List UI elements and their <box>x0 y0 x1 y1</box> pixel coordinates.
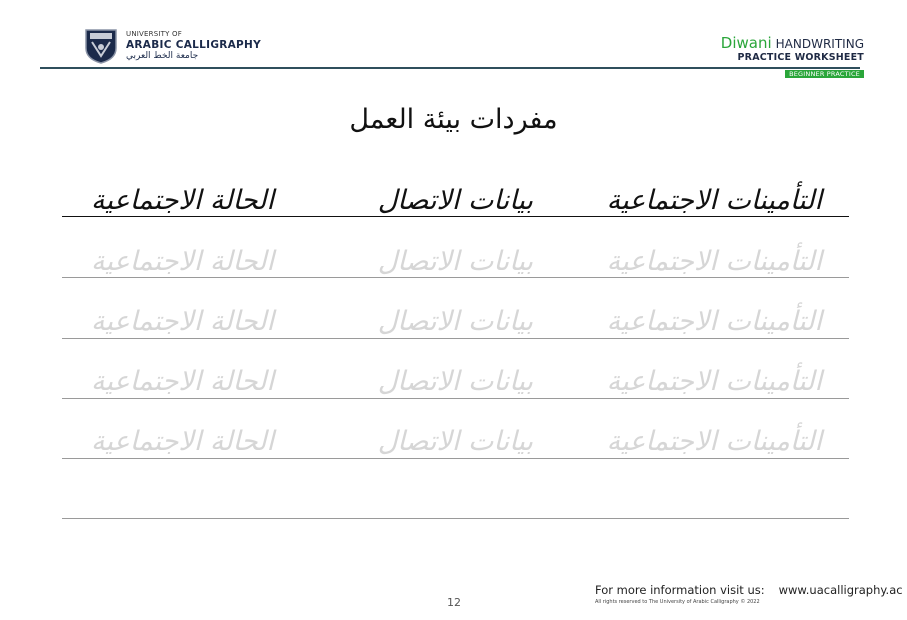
university-logo <box>84 28 118 64</box>
writing-line-main <box>62 216 849 217</box>
trace-word: بيانات الاتصال <box>377 366 533 397</box>
blank-writing-line <box>62 518 849 519</box>
footer-website-link[interactable]: www.uacalligraphy.ac <box>778 583 903 597</box>
brand-word: HANDWRITING <box>775 37 864 51</box>
university-arabic: جامعة الخط العربي <box>126 50 199 61</box>
trace-word: الحالة الاجتماعية <box>91 426 274 457</box>
model-word-2: بيانات الاتصال <box>377 185 533 216</box>
footer-info <box>595 585 903 605</box>
writing-line <box>62 398 849 399</box>
trace-word: الحالة الاجتماعية <box>91 306 274 337</box>
trace-word: التأمينات الاجتماعية <box>606 306 822 337</box>
university-name <box>126 31 261 61</box>
university-line1: UNIVERSITY OF <box>126 30 182 38</box>
footer-info-label: For more information visit us: <box>595 583 765 597</box>
trace-word: التأمينات الاجتماعية <box>606 246 822 277</box>
trace-word: بيانات الاتصال <box>377 246 533 277</box>
brand-subtitle: PRACTICE WORKSHEET <box>737 52 864 63</box>
writing-line <box>62 277 849 278</box>
brand-script: Diwani <box>720 34 772 52</box>
trace-word: الحالة الاجتماعية <box>91 366 274 397</box>
worksheet-brand <box>721 36 864 79</box>
model-word-1: التأمينات الاجتماعية <box>606 185 822 216</box>
trace-word: بيانات الاتصال <box>377 426 533 457</box>
trace-word: التأمينات الاجتماعية <box>606 426 822 457</box>
writing-line <box>62 458 849 459</box>
worksheet-title: مفردات بيئة العمل <box>349 104 558 135</box>
trace-word: بيانات الاتصال <box>377 306 533 337</box>
university-line2: ARABIC CALLIGRAPHY <box>126 39 262 51</box>
writing-line <box>62 338 849 339</box>
trace-word: الحالة الاجتماعية <box>91 246 274 277</box>
header-divider <box>40 67 860 69</box>
level-badge: BEGINNER PRACTICE <box>785 70 864 79</box>
footer-rights: All rights reserved to The University of Arabic Calligraphy © 2022 <box>595 598 760 605</box>
trace-word: التأمينات الاجتماعية <box>606 366 822 397</box>
model-word-3: الحالة الاجتماعية <box>91 185 274 216</box>
page-number: 12 <box>447 596 461 609</box>
